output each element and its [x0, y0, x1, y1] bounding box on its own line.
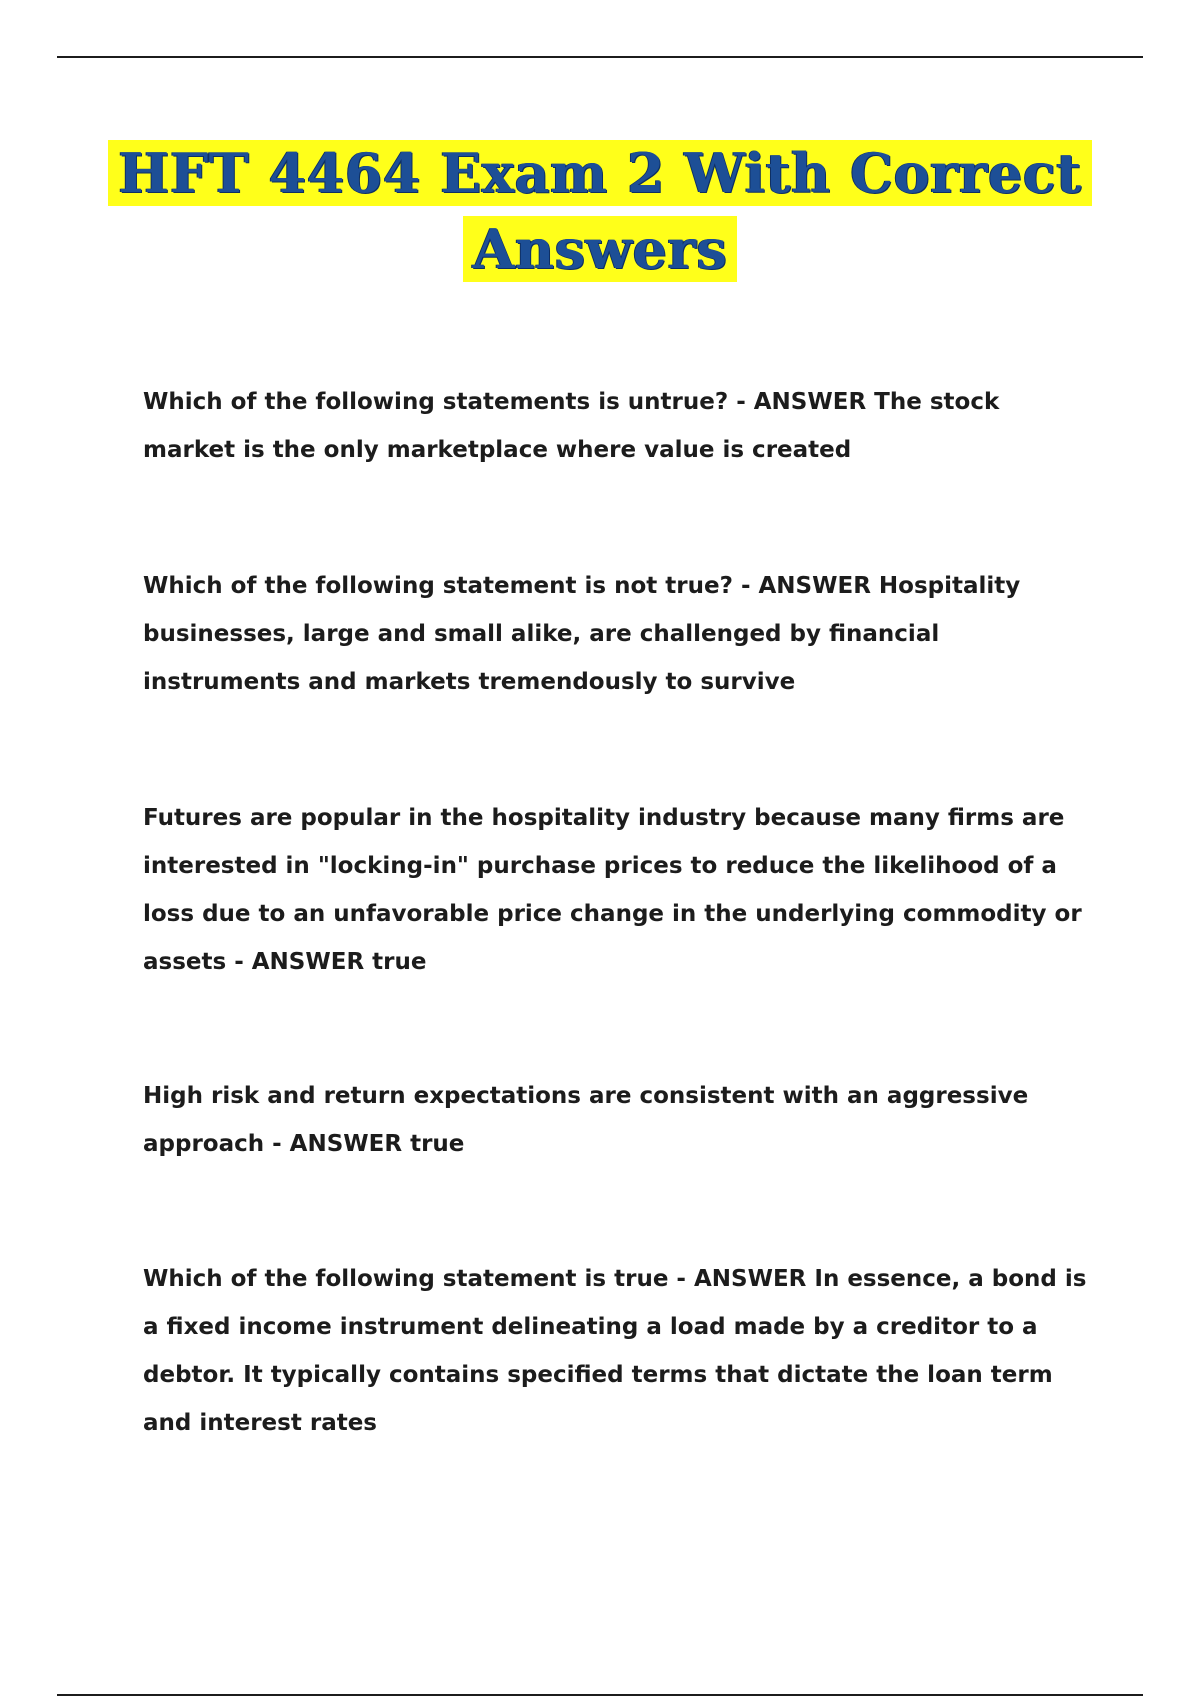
qa-entry-5: Which of the following statement is true - ANSWER In essence, a bond is a fixed income instrument delineating a load made by a creditor to a debtor. It typically contains specified terms that dictate the loan term and interest rates	[143, 1266, 1087, 1436]
qa-entry-4: High risk and return expectations are consistent with an aggressive approach - ANSWER true	[143, 1083, 1029, 1157]
title-line-2: Answers	[463, 216, 738, 282]
qa-entry-2: Which of the following statement is not true? - ANSWER Hospitality businesses, large and small alike, are challenged by financial instruments and markets tremendously to survive	[143, 573, 1021, 695]
qa-entry-1: Which of the following statements is untrue? - ANSWER The stock market is the only marketplace where value is created	[143, 389, 1000, 463]
document-title	[0, 140, 1200, 282]
footer-rule	[57, 1694, 1143, 1696]
title-line-1: HFT 4464 Exam 2 With Correct	[108, 140, 1091, 206]
qa-entry-3: Futures are popular in the hospitality industry because many firms are interested in "locking-in" purchase prices to reduce the likelihood of a loss due to an unfavorable price change in the underlying commodity or assets - ANSWER true	[143, 805, 1082, 975]
header-rule	[57, 56, 1143, 58]
